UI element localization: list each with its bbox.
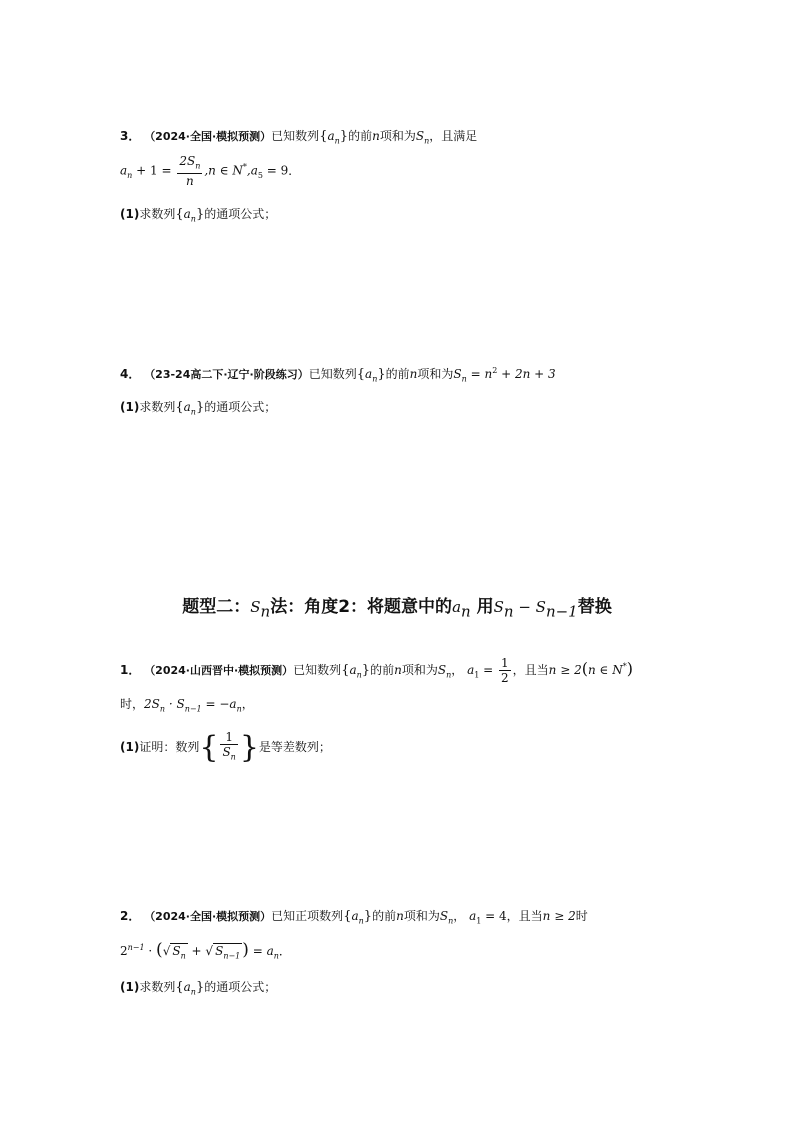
stem-text: 的前 — [348, 129, 373, 143]
stem-text: 项和为 — [403, 909, 440, 923]
math-text: n ≥ 2 — [542, 909, 576, 923]
stem-text: 已知数列 — [293, 663, 342, 677]
question-text: 是等差数列； — [258, 740, 331, 754]
frac-denominator: n — [185, 174, 194, 189]
math-text: S — [172, 944, 181, 958]
brace: } — [195, 400, 205, 415]
seq-subscript: n — [190, 407, 196, 417]
sqrt-sign: √ — [162, 944, 171, 958]
brace: } — [339, 129, 349, 144]
problem-4-stem — [120, 365, 556, 383]
stem-text: 项和为 — [401, 663, 438, 677]
seq-symbol: a — [349, 663, 357, 677]
paren: ) — [626, 659, 633, 678]
math-text: ,n ∈ N — [204, 163, 243, 178]
math-sup: * — [242, 162, 247, 172]
stem-text: ，且满足 — [429, 129, 478, 143]
stem-text: 项和为 — [379, 129, 416, 143]
sqrt-body — [170, 943, 187, 961]
problem-number: 1． — [120, 663, 141, 677]
stem-text: ，且当 — [506, 909, 543, 923]
title-sub: n−1 — [545, 602, 578, 621]
problem-3-equation — [120, 154, 300, 188]
question-text: 求数列 — [139, 207, 176, 221]
formula: = n — [466, 367, 493, 381]
frac-sub: n — [195, 161, 201, 171]
stem-text: ， — [453, 909, 466, 923]
question-label: (1) — [120, 980, 140, 994]
math-text: n ≥ 2 — [548, 663, 582, 677]
problem-number: 3． — [120, 129, 141, 143]
title-sub: n — [461, 602, 471, 621]
math-text: ,a — [246, 163, 258, 178]
problem-number: 2． — [120, 909, 141, 923]
brace: } — [239, 730, 259, 765]
math-sub: n — [180, 951, 186, 961]
title-sub: n — [260, 602, 271, 621]
math-sup: * — [622, 662, 627, 671]
math-a: a — [469, 909, 477, 923]
question-label: (1) — [120, 400, 140, 414]
formula-sup: 2 — [492, 366, 498, 375]
math-sub: n — [127, 171, 133, 181]
problem-source: （2024·全国·模拟预测） — [144, 130, 272, 143]
formula: S — [453, 367, 462, 381]
math-sup: n−1 — [127, 943, 145, 952]
stem-text: 的前 — [385, 367, 410, 381]
stem-text: ， — [451, 663, 464, 677]
sqrt-body — [213, 943, 242, 961]
math-text: = 4 — [481, 909, 507, 923]
frac-denominator: 2 — [501, 671, 509, 685]
sum-symbol: S — [437, 663, 447, 677]
title-math: − S — [513, 598, 546, 616]
math-sub: 1 — [476, 916, 482, 926]
math-text: = 9 — [262, 163, 289, 178]
math-text: + 1 = — [132, 163, 172, 178]
title-text: 法：角度2：将题意中的 — [270, 597, 453, 617]
seq-subscript: n — [190, 987, 196, 997]
math-sub: 5 — [257, 171, 263, 181]
frac-sub: n — [230, 752, 236, 762]
brace: { — [199, 730, 219, 765]
stem-text: 时 — [575, 909, 588, 923]
frac-numerator: 2S — [179, 154, 196, 168]
question-text: 的通项公式； — [204, 980, 277, 994]
math-a: a — [120, 163, 128, 178]
seq-subscript: n — [358, 916, 364, 926]
problem-number: 4． — [120, 367, 141, 381]
title-sub: n — [503, 602, 514, 621]
seq-symbol: a — [351, 909, 359, 923]
sum-symbol: S — [415, 129, 425, 143]
math-text: = a — [248, 944, 274, 958]
math-sub: 1 — [474, 670, 480, 680]
brace: } — [363, 909, 373, 924]
sum-subscript: n — [448, 916, 454, 926]
math-sub: n−1 — [184, 704, 202, 714]
title-text: 用 — [476, 597, 494, 617]
problem-3-question-1 — [120, 205, 276, 223]
formula-sub: n — [461, 374, 467, 384]
question-label: (1) — [120, 740, 140, 754]
brace: } — [377, 367, 386, 382]
brace: { — [175, 400, 184, 415]
frac-numerator: 1 — [220, 730, 237, 745]
brace: } — [195, 980, 205, 995]
sqrt-sign: √ — [205, 944, 214, 958]
seq-symbol: a — [327, 129, 335, 143]
frac-denominator: S — [222, 745, 231, 760]
sum-subscript: n — [446, 670, 452, 680]
seq-subscript: n — [334, 136, 340, 146]
stem-text: 已知正项数列 — [271, 909, 344, 923]
title-text: 替换 — [577, 597, 612, 617]
seq-symbol: a — [365, 367, 373, 381]
punct: ， — [241, 697, 254, 711]
seq-subscript: n — [190, 214, 196, 224]
math-text: n ∈ N — [587, 663, 623, 677]
title-math: S — [493, 598, 504, 616]
math-text: 2 — [120, 944, 128, 958]
math-sub: n — [273, 951, 279, 961]
math-text: = — [479, 663, 494, 677]
math-sub: n — [236, 704, 242, 714]
fraction — [499, 656, 511, 685]
fraction — [220, 730, 237, 764]
math-text: S — [215, 944, 224, 958]
section-problem-2-question-1 — [120, 978, 276, 996]
brace: } — [195, 207, 205, 222]
punct: ． — [288, 163, 301, 178]
problem-3-stem — [120, 127, 477, 145]
math-text: · S — [165, 697, 185, 711]
frac-numerator: 1 — [501, 656, 509, 670]
sum-symbol: S — [439, 909, 449, 923]
paren: ( — [581, 659, 588, 678]
section-title — [0, 592, 794, 620]
stem-text: 已知数列 — [271, 129, 320, 143]
problem-source: （23-24高二下·辽宁·阶段练习） — [144, 368, 309, 381]
title-math: S — [250, 598, 261, 616]
seq-subscript: n — [372, 374, 378, 384]
section-problem-1-line-2 — [120, 695, 254, 713]
math-a: a — [467, 663, 475, 677]
paren: ( — [156, 940, 163, 960]
stem-text: 时， — [120, 697, 145, 711]
seq-subscript: n — [356, 670, 362, 680]
sum-subscript: n — [424, 136, 430, 146]
paren: ) — [242, 940, 249, 960]
seq-symbol: a — [183, 400, 191, 414]
n-symbol: n — [372, 129, 380, 143]
math-text: 2S — [144, 697, 160, 711]
brace: { — [341, 663, 350, 678]
question-text: 证明：数列 — [139, 740, 200, 754]
brace: } — [361, 663, 371, 678]
math-sub: n−1 — [223, 951, 241, 961]
problem-source: （2024·全国·模拟预测） — [144, 910, 272, 923]
math-text: = −a — [201, 697, 237, 711]
brace: { — [343, 909, 352, 924]
title-math: a — [452, 598, 462, 616]
math-sub: n — [159, 704, 166, 714]
n-symbol: n — [409, 367, 418, 381]
math-text: + — [187, 944, 206, 958]
seq-symbol: a — [183, 207, 191, 221]
section-problem-2-stem — [120, 907, 588, 925]
stem-text: 的前 — [370, 663, 395, 677]
problem-source: （2024·山西晋中·模拟预测） — [144, 664, 294, 677]
punct: ． — [278, 944, 291, 958]
section-problem-2-equation — [120, 940, 291, 960]
seq-symbol: a — [183, 980, 191, 994]
stem-text: 的前 — [372, 909, 397, 923]
stem-text: 项和为 — [417, 367, 454, 381]
n-symbol: n — [394, 663, 402, 677]
brace: { — [319, 129, 328, 144]
problem-4-question-1 — [120, 398, 276, 416]
question-text: 的通项公式； — [204, 400, 277, 414]
fraction — [177, 154, 202, 188]
formula: + 2n + 3 — [497, 367, 556, 381]
question-text: 求数列 — [139, 400, 176, 414]
stem-text: ，且当 — [512, 663, 549, 677]
stem-text: 已知数列 — [308, 367, 357, 381]
question-label: (1) — [120, 207, 140, 221]
math-text: · — [144, 944, 157, 958]
n-symbol: n — [396, 909, 404, 923]
section-problem-1-question-1 — [120, 730, 331, 765]
question-text: 求数列 — [139, 980, 176, 994]
brace: { — [175, 980, 184, 995]
question-text: 的通项公式； — [204, 207, 277, 221]
brace: { — [175, 207, 184, 222]
title-text: 题型二： — [182, 597, 251, 617]
section-problem-1-stem — [120, 656, 633, 685]
brace: { — [356, 367, 366, 382]
